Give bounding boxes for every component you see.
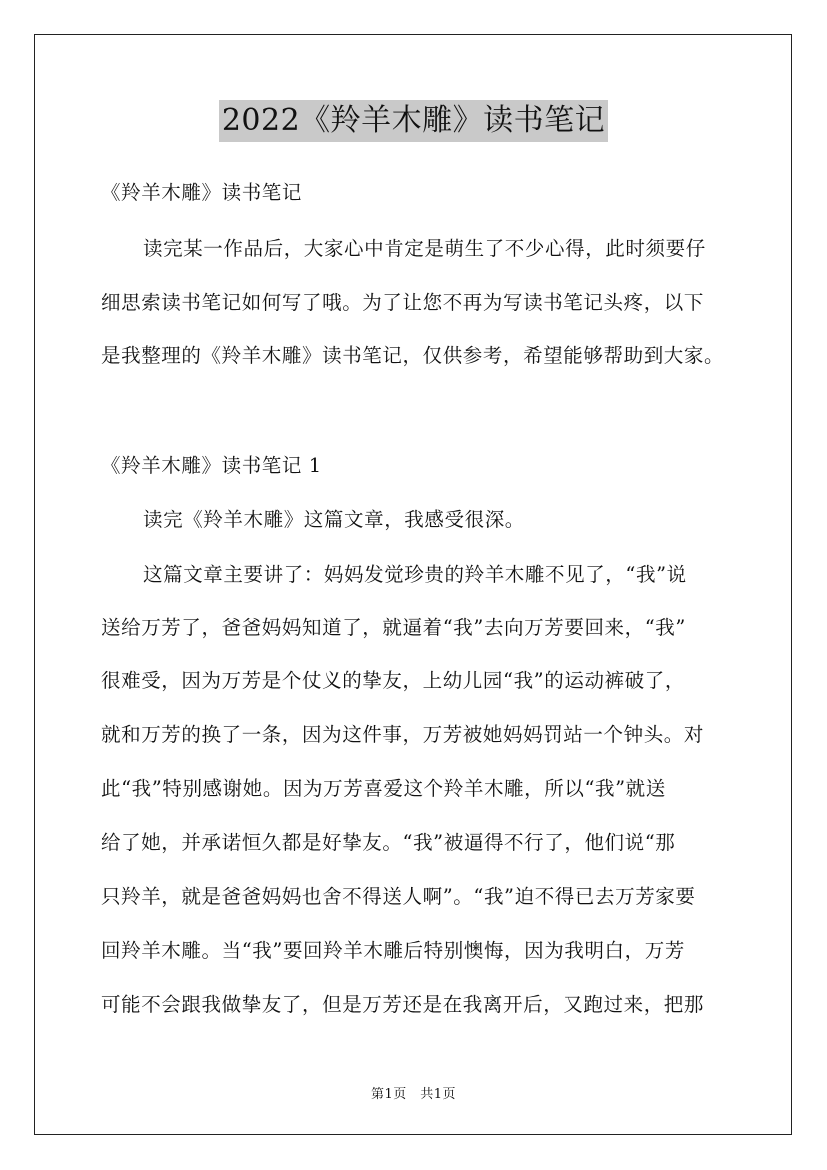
intro-line-2: 细思索读书笔记如何写了哦。为了让您不再为写读书笔记头疼，以下 — [101, 291, 705, 314]
body-line-8: 回羚羊木雕。当“我”要回羚羊木雕后特别懊悔，因为我明白，万芳 — [101, 939, 685, 962]
intro-line-3: 是我整理的《羚羊木雕》读书笔记，仅供参考，希望能够帮助到大家。 — [101, 344, 725, 367]
document-title: 2022《羚羊木雕》读书笔记 — [219, 100, 608, 142]
subtitle: 《羚羊木雕》读书笔记 — [101, 181, 303, 204]
body-line-6: 给了她，并承诺恒久都是好挚友。“我”被逼得不行了，他们说“那 — [101, 831, 676, 854]
body-line-2: 送给万芳了，爸爸妈妈知道了，就逼着“我”去向万芳要回来，“我” — [101, 616, 686, 639]
section-first-line: 读完《羚羊木雕》这篇文章，我感受很深。 — [143, 508, 525, 531]
document-title-block — [0, 100, 827, 142]
body-line-7: 只羚羊，就是爸爸妈妈也舍不得送人啊”。“我”迫不得已去万芳家要 — [101, 885, 696, 908]
body-line-3: 很难受，因为万芳是个仗义的挚友，上幼儿园“我”的运动裤破了， — [101, 669, 685, 692]
body-line-5: 此“我”特别感谢她。因为万芳喜爱这个羚羊木雕，所以“我”就送 — [101, 777, 666, 800]
intro-line-1: 读完某一作品后，大家心中肯定是萌生了不少心得，此时须要仔 — [143, 237, 706, 260]
body-line-1: 这篇文章主要讲了：妈妈发觉珍贵的羚羊木雕不见了，“我”说 — [143, 563, 687, 586]
body-line-9: 可能不会跟我做挚友了，但是万芳还是在我离开后，又跑过来，把那 — [101, 993, 705, 1016]
page-number: 第1页 共1页 — [370, 1087, 457, 1102]
section-heading: 《羚羊木雕》读书笔记 1 — [101, 454, 322, 477]
body-line-4: 就和万芳的换了一条，因为这件事，万芳被她妈妈罚站一个钟头。对 — [101, 723, 705, 746]
